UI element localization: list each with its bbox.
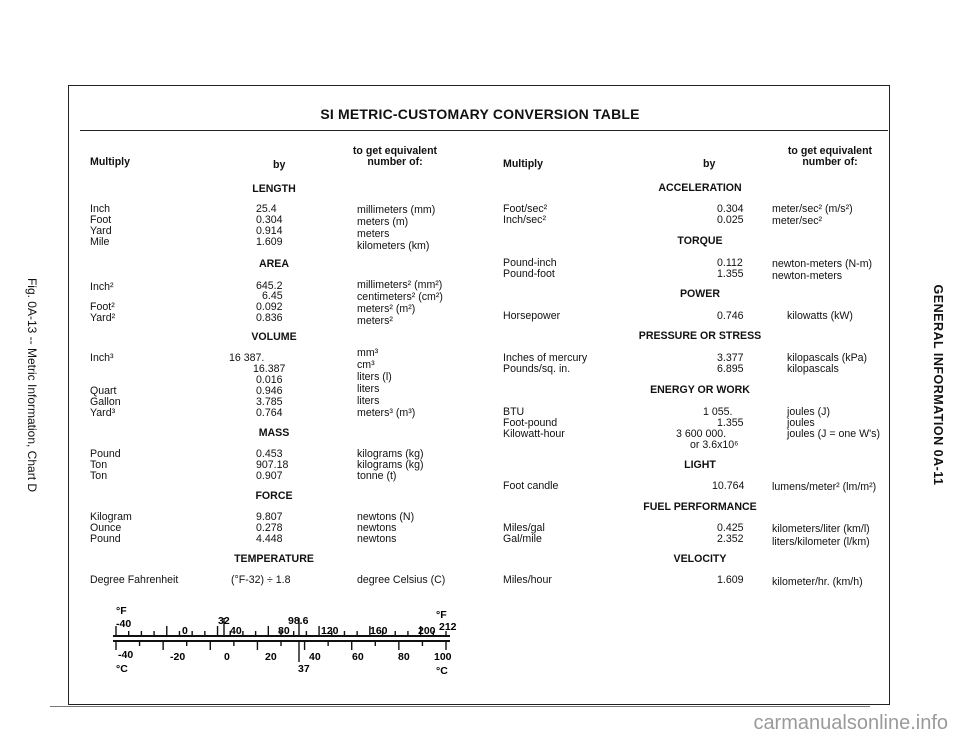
result-joules-3: joules (J = one W's) (787, 428, 880, 440)
result-m: meters (m) (357, 216, 409, 228)
factor-pound-n: 4.448 (256, 533, 283, 545)
heading-mass: MASS (258, 427, 290, 439)
heading-power: POWER (679, 288, 721, 300)
result-celsius: degree Celsius (C) (357, 574, 446, 586)
result-m-sq: meters² (m²) (357, 303, 416, 315)
factor-inch-cu-l: 0.016 (256, 374, 283, 386)
result-kilopascals-2: kilopascals (787, 363, 839, 375)
unit-btu: BTU (503, 406, 525, 418)
celsius-ticks (116, 641, 446, 650)
result-newton-meters-2: newton-meters (772, 270, 843, 282)
factor-fahrenheit: (°F-32) ÷ 1.8 (231, 574, 291, 586)
heading-acceleration: ACCELERATION (658, 182, 742, 194)
unit-miles-hour: Miles/hour (503, 574, 552, 586)
factor-pound-foot: 1.355 (717, 268, 744, 280)
factor-inch-mm: 25.4 (256, 203, 277, 215)
unit-foot-sec2: Foot/sec² (503, 203, 548, 215)
f-label-32: 32 (218, 615, 230, 627)
result-liters-1: liters (l) (357, 371, 392, 383)
factor-miles-hour: 1.609 (717, 574, 744, 586)
header-equiv-left-2: number of: (367, 156, 423, 168)
watermark: carmanualsonline.info (753, 712, 948, 734)
f-label-98-6: 98.6 (288, 615, 309, 627)
factor-yard-sq: 0.836 (256, 312, 283, 324)
unit-gallon: Gallon (90, 396, 121, 408)
factor-miles-gal: 0.425 (717, 522, 744, 534)
factor-inch-cu-cm: 16.387 (253, 363, 286, 375)
section-page-label: GENERAL INFORMATION 0A-11 (931, 284, 945, 486)
factor-inch-cu-mm: 16 387. (229, 352, 265, 364)
factor-pound-inch: 0.112 (717, 257, 743, 269)
unit-pound-foot: Pound-foot (503, 268, 555, 280)
result-liters-3: liters (357, 395, 380, 407)
factor-yard-cu: 0.764 (256, 407, 283, 419)
factor-pounds-sq-in: 6.895 (717, 363, 744, 375)
result-km: kilometers (km) (357, 240, 430, 252)
result-cm-cu: cm³ (357, 359, 375, 371)
heading-volume: VOLUME (251, 331, 297, 343)
unit-inch-sec2: Inch/sec² (503, 214, 546, 226)
heading-force: FORCE (255, 490, 293, 502)
factor-foot-pound: 1.355 (717, 417, 744, 429)
f-label-40: 40 (230, 625, 242, 637)
heading-torque: TORQUE (677, 235, 723, 247)
f-label-160: 160 (370, 625, 388, 637)
c-label-40: 40 (309, 651, 321, 663)
unit-mile: Mile (90, 236, 110, 248)
result-mm-cu: mm³ (357, 347, 379, 359)
factor-foot-sq: 0.092 (256, 301, 283, 313)
unit-foot: Foot (90, 214, 112, 226)
heading-temperature: TEMPERATURE (234, 553, 314, 565)
unit-quart: Quart (90, 385, 117, 397)
unit-gal-mile: Gal/mile (503, 533, 542, 545)
result-lumens: lumens/meter² (lm/m²) (772, 481, 877, 493)
c-label-0: 0 (224, 651, 230, 663)
celsius-unit-left: °C (116, 663, 128, 675)
result-km-per-l: kilometers/liter (km/l) (772, 523, 870, 535)
result-newtons-2: newtons (357, 522, 397, 534)
unit-fahrenheit: Degree Fahrenheit (90, 574, 179, 586)
unit-ounce: Ounce (90, 522, 122, 534)
result-tonne: tonne (t) (357, 470, 397, 482)
heading-pressure: PRESSURE OR STRESS (638, 330, 762, 342)
result-newtons-3: newtons (357, 533, 397, 545)
heading-length: LENGTH (252, 183, 296, 195)
header-equiv-right-2: number of: (802, 156, 858, 168)
c-label-37: 37 (298, 663, 310, 675)
unit-miles-gal: Miles/gal (503, 522, 545, 534)
unit-kilogram: Kilogram (90, 511, 132, 523)
c-label-80: 80 (398, 651, 410, 663)
factor-quart: 0.946 (256, 385, 283, 397)
unit-pound-force: Pound (90, 533, 121, 545)
unit-inch-sq: Inch² (90, 281, 114, 293)
factor-foot-sec2: 0.304 (717, 203, 744, 215)
result-meter-sec2-2: meter/sec² (772, 215, 823, 227)
heading-light: LIGHT (684, 459, 716, 471)
unit-horsepower: Horsepower (503, 310, 561, 322)
unit-foot-candle: Foot candle (503, 480, 559, 492)
factor-inch-sq-cm: 6.45 (262, 290, 283, 302)
fahrenheit-unit-left: °F (116, 605, 127, 617)
factor-ton-kg: 907.18 (256, 459, 289, 471)
heading-velocity: VELOCITY (673, 553, 727, 565)
result-kilowatts: kilowatts (kW) (787, 310, 853, 322)
unit-pounds-sq-in: Pounds/sq. in. (503, 363, 571, 375)
c-label-minus40: -40 (118, 649, 134, 661)
heading-area: AREA (258, 258, 290, 270)
result-m-cu: meters³ (m³) (357, 407, 416, 419)
factor-ounce-n: 0.278 (256, 522, 283, 534)
f-label-120: 120 (321, 625, 339, 637)
unit-pound-mass: Pound (90, 448, 121, 460)
unit-kilowatt-hour: Kilowatt-hour (503, 428, 565, 440)
unit-ton-1: Ton (90, 459, 108, 471)
page-title: SI METRIC-CUSTOMARY CONVERSION TABLE (320, 106, 640, 122)
heading-energy: ENERGY OR WORK (650, 384, 750, 396)
f-label-0: 0 (182, 625, 188, 637)
factor-foot-m: 0.304 (256, 214, 283, 226)
celsius-unit-right: °C (436, 665, 448, 677)
unit-inch-cu: Inch³ (90, 352, 114, 364)
result-mm-sq: millimeters² (mm²) (357, 279, 443, 291)
result-cm-sq: centimeters² (cm²) (357, 291, 443, 303)
unit-foot-sq: Foot² (90, 301, 115, 313)
unit-yard: Yard (90, 225, 112, 237)
f-label-212: 212 (439, 621, 457, 633)
factor-kilowatt-hour-alt: or 3.6x10⁶ (690, 439, 739, 451)
unit-inch: Inch (90, 203, 111, 215)
result-meters-sq: meters² (357, 315, 393, 327)
f-label-200: 200 (418, 625, 436, 637)
unit-ton-2: Ton (90, 470, 108, 482)
result-meters: meters (357, 228, 390, 240)
factor-pound-kg: 0.453 (256, 448, 283, 460)
factor-gal-mile: 2.352 (717, 533, 744, 545)
f-label-minus40: -40 (116, 618, 132, 630)
unit-yard-cu: Yard³ (90, 407, 116, 419)
factor-foot-candle: 10.764 (712, 480, 745, 492)
fahrenheit-unit-right: °F (436, 609, 447, 621)
header-multiply-right: Multiply (503, 158, 544, 170)
heading-fuel: FUEL PERFORMANCE (643, 501, 757, 513)
factor-btu: 1 055. (703, 406, 733, 418)
result-meter-sec2-1: meter/sec² (m/s²) (772, 203, 853, 215)
factor-ton-t: 0.907 (256, 470, 283, 482)
result-kg-1: kilograms (kg) (357, 448, 424, 460)
unit-yard-sq: Yard² (90, 312, 116, 324)
result-liters-2: liters (357, 383, 380, 395)
factor-kilogram-n: 9.807 (256, 511, 283, 523)
factor-inches-mercury: 3.377 (717, 352, 744, 364)
result-kg-2: kilograms (kg) (357, 459, 424, 471)
factor-gallon: 3.785 (256, 396, 283, 408)
unit-foot-pound: Foot-pound (503, 417, 558, 429)
f-label-80: 80 (278, 625, 290, 637)
factor-kilowatt-hour: 3 600 000. (676, 428, 727, 440)
result-l-per-km: liters/kilometer (l/km) (772, 536, 870, 548)
c-label-20: 20 (265, 651, 277, 663)
result-kilopascals-1: kilopascals (kPa) (787, 352, 868, 364)
header-equiv-left-1: to get equivalent (352, 145, 438, 157)
header-by-left: by (273, 159, 286, 171)
factor-yard-m: 0.914 (256, 225, 283, 237)
factor-mile-km: 1.609 (256, 236, 283, 248)
result-mm: millimeters (mm) (357, 204, 436, 216)
c-label-60: 60 (352, 651, 364, 663)
result-newtons-1: newtons (N) (357, 511, 415, 523)
result-joules-2: joules (787, 417, 815, 429)
header-multiply-left: Multiply (90, 156, 131, 168)
unit-inches-mercury: Inches of mercury (503, 352, 588, 364)
factor-horsepower: 0.746 (717, 310, 744, 322)
factor-inch-sq-mm: 645.2 (256, 280, 283, 292)
result-joules-1: joules (J) (787, 406, 830, 418)
header-by-right: by (703, 158, 716, 170)
c-label-minus20: -20 (170, 651, 186, 663)
unit-pound-inch: Pound-inch (503, 257, 557, 269)
header-equiv-right-1: to get equivalent (787, 145, 873, 157)
figure-caption: Fig. 0A-13 -- Metric Information, Chart D (25, 277, 39, 493)
c-label-100: 100 (434, 651, 452, 663)
factor-inch-sec2: 0.025 (717, 214, 744, 226)
result-km-per-h: kilometer/hr. (km/h) (772, 576, 863, 588)
page-bottom-rule (50, 706, 870, 707)
result-newton-meters-1: newton-meters (N-m) (772, 258, 873, 270)
